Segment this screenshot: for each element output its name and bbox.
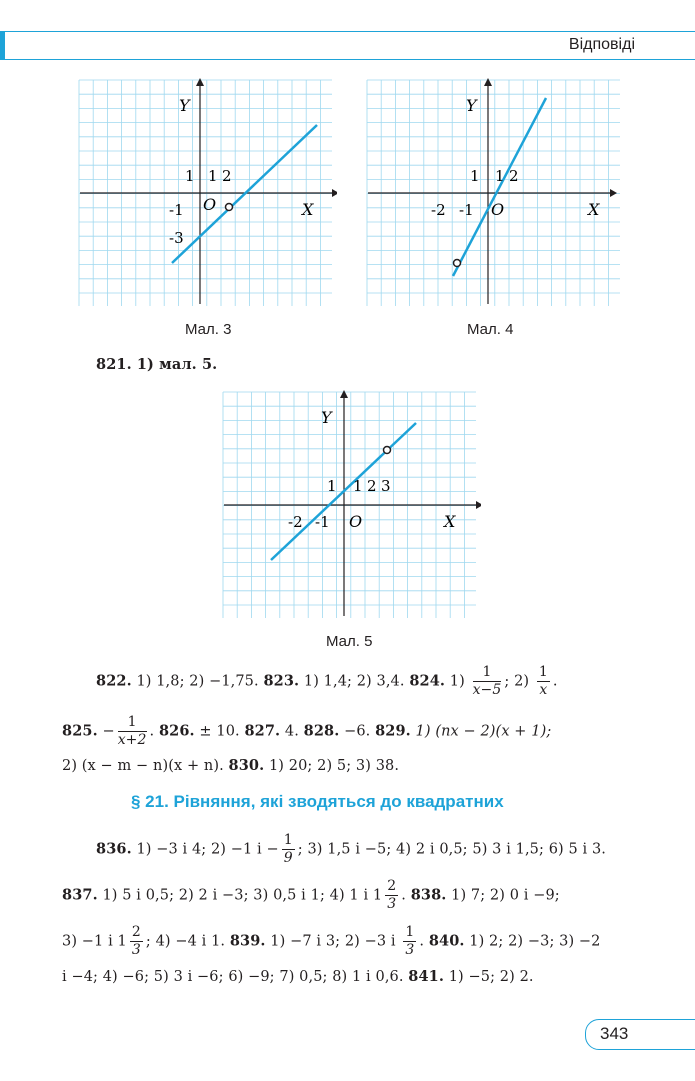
answer-821: 821. 1) мал. 5.: [96, 356, 218, 373]
fraction: $\frac{1}{9}$: [283, 832, 293, 866]
excluded-point: [384, 447, 391, 454]
origin-label: O: [491, 200, 505, 219]
fraction: $\frac{1}{x-5}$: [472, 664, 502, 698]
y-label: Y: [321, 408, 332, 427]
tick-label: 1: [353, 477, 363, 495]
fraction: $\frac{1}{3}$: [405, 924, 415, 958]
origin-label: O: [349, 512, 363, 531]
tick-label: -1: [169, 201, 184, 219]
tick-label: -3: [169, 229, 184, 247]
figure-4: [365, 78, 625, 308]
figure-5: [221, 390, 481, 620]
fraction: $\frac{2}{3}$: [387, 878, 397, 912]
x-label: X: [302, 200, 314, 219]
x-label: X: [444, 512, 456, 531]
tick-label: 1: [208, 167, 218, 185]
tick-label: -1: [315, 513, 330, 531]
header-title: Відповіді: [568, 36, 635, 53]
tick-label: 2: [509, 167, 519, 185]
answer-836: 836. 1) −3 і 4; 2) −1 і − $\frac{1}{9}$ ; 3) 1,5 і −5; 4) 2 і 0,5; 5) 3 і 1,5; 6) 5 і 3.: [96, 832, 607, 866]
y-label: Y: [179, 96, 190, 115]
fraction: $\frac{1}{x+2}$: [117, 714, 147, 748]
figure-3-caption: Мал. 3: [185, 321, 232, 338]
tick-label: -2: [288, 513, 303, 531]
answers-822-824: 822. 1) 1,8; 2) −1,75. 823. 1) 1,4; 2) 3,4. 824. 1) $\frac{1}{x-5}$ ; 2) $\frac{1}{x}$ .: [96, 664, 558, 698]
tick-label: -2: [431, 201, 446, 219]
x-axis-arrow: [332, 189, 337, 197]
y-axis-arrow: [484, 78, 492, 86]
page-number: 343: [600, 1024, 629, 1043]
fraction: $\frac{1}{x}$: [538, 664, 548, 698]
x-label: X: [588, 200, 600, 219]
figure-3: [77, 78, 337, 308]
figure-5-caption: Мал. 5: [326, 633, 373, 650]
excluded-point: [454, 260, 461, 267]
y-label: Y: [466, 96, 477, 115]
figure-4-caption: Мал. 4: [467, 321, 514, 338]
answers-829-830: 2) (x − m − n)(x + n). 830. 1) 20; 2) 5; 3) 38.: [62, 757, 400, 774]
graph-line: [453, 98, 546, 276]
section-title: § 21. Рівняння, які зводяться до квадратних: [131, 792, 504, 811]
origin-label: O: [203, 195, 217, 214]
answers-837-838: 837. 1) 5 і 0,5; 2) 2 і −3; 3) 0,5 і 1; 4) 1 і 1 $\frac{2}{3}$ . 838. 1) 7; 2) 0 і −9;: [62, 878, 560, 912]
tick-label: 1: [327, 477, 337, 495]
tick-label: 1: [470, 167, 480, 185]
tick-label: 2: [367, 477, 377, 495]
tick-label: 2: [222, 167, 232, 185]
tick-label: -1: [459, 201, 474, 219]
fraction: $\frac{2}{3}$: [131, 924, 141, 958]
y-axis-arrow: [340, 390, 348, 398]
answers-825-829: 825. − $\frac{1}{x+2}$ . 826. ± 10. 827. 4. 828. −6. 829. 1) (nx − 2)(x + 1);: [62, 714, 552, 748]
tick-label: 3: [381, 477, 391, 495]
answers-840-841: і −4; 4) −6; 5) 3 і −6; 6) −9; 7) 0,5; 8) 1 і 0,6. 841. 1) −5; 2) 2.: [62, 968, 534, 985]
tick-label: 1: [185, 167, 195, 185]
tick-label: 1: [495, 167, 505, 185]
y-axis-arrow: [196, 78, 204, 86]
x-axis-arrow: [610, 189, 617, 197]
x-axis-arrow: [476, 501, 481, 509]
answers-838-840: 3) −1 і 1 $\frac{2}{3}$ ; 4) −4 і 1. 839. 1) −7 і 3; 2) −3 і $\frac{1}{3}$ . 840. 1) 2; 2) −3; 3) −2: [62, 924, 601, 958]
excluded-point: [226, 204, 233, 211]
